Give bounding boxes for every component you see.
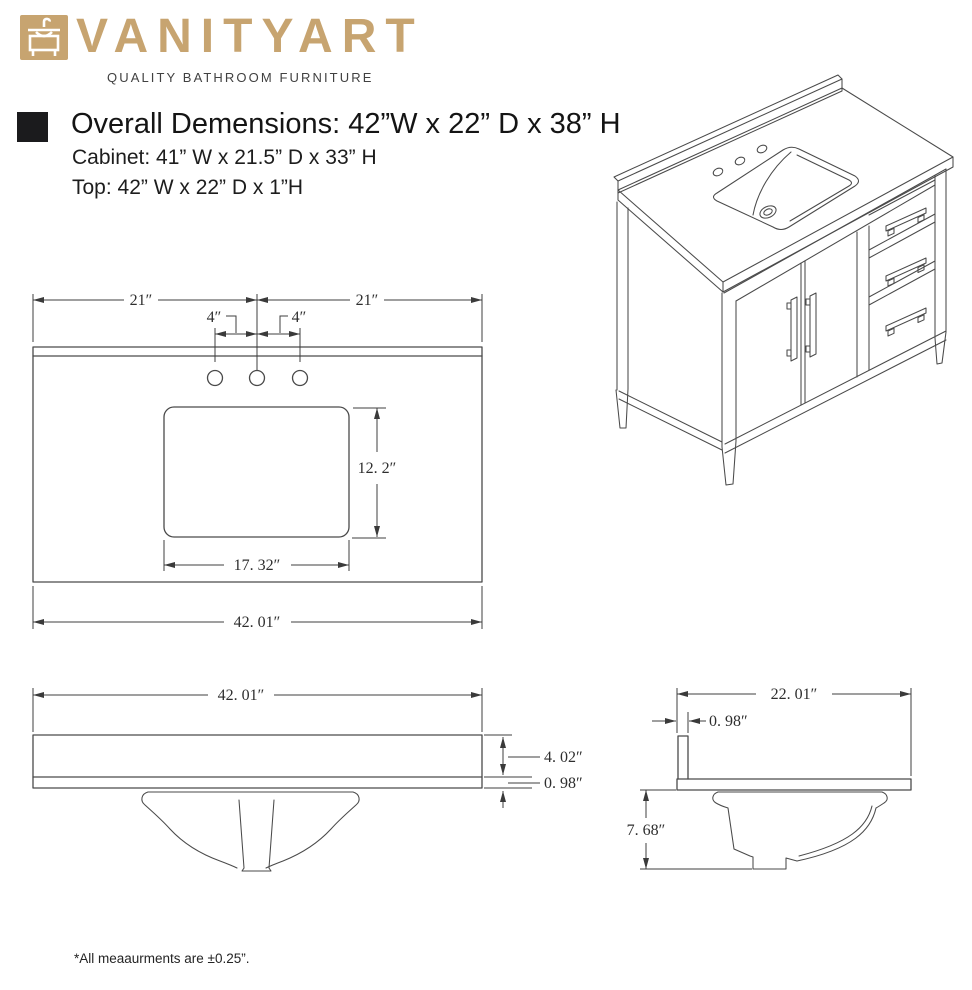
- dim-faucet-left: 4″: [206, 309, 222, 326]
- iso-side-panel: [617, 202, 722, 450]
- side-view-counter: [677, 736, 911, 869]
- iso-cabinet-frame: [722, 169, 946, 453]
- side-view-drawing: [615, 665, 970, 895]
- iso-sink-basin: [714, 147, 859, 229]
- front-view-counter: [33, 735, 482, 871]
- dim-right-half: 21″: [355, 292, 379, 309]
- dim-faucet-right: 4″: [291, 309, 307, 326]
- iso-drawers: [869, 180, 935, 336]
- cabinet-dimensions: Cabinet: 41” W x 21.5” D x 33” H: [72, 146, 377, 169]
- dim-backsplash-height: 4. 02″: [544, 749, 583, 766]
- iso-countertop: [618, 88, 953, 292]
- front-view-dimensions: [33, 688, 540, 808]
- front-view-drawing: [25, 665, 600, 890]
- dim-front-overall-width: 42. 01″: [217, 687, 265, 704]
- vanity-logo-icon: [20, 15, 68, 61]
- overall-dimensions-heading: Overall Demensions: 42”W x 22” D x 38” H: [71, 108, 621, 140]
- top-view-dimensions: [33, 294, 482, 629]
- dim-sink-depth: 12. 2″: [357, 460, 397, 477]
- dim-overall-width: 42. 01″: [233, 614, 281, 631]
- iso-backsplash: [614, 75, 842, 193]
- dim-counter-thickness: 0. 98″: [544, 775, 583, 792]
- heading-bullet-square: [17, 112, 48, 142]
- top-dimensions: Top: 42” W x 22” D x 1”H: [72, 176, 304, 199]
- dim-bowl-depth: 7. 68″: [626, 822, 666, 839]
- isometric-vanity-drawing: [595, 70, 970, 495]
- iso-faucet-holes: [712, 144, 768, 178]
- dim-backsplash-thickness: 0. 98″: [709, 713, 748, 730]
- top-view-counter: [33, 347, 482, 582]
- iso-legs: [616, 332, 946, 485]
- brand-name: VANITYART: [76, 10, 424, 63]
- brand-tagline: QUALITY BATHROOM FURNITURE: [107, 70, 374, 85]
- tolerance-footnote: *All meaaurments are ±0.25”.: [74, 951, 250, 966]
- iso-doors: [787, 226, 869, 405]
- top-view-drawing: [25, 285, 500, 635]
- dim-overall-depth: 22. 01″: [770, 686, 818, 703]
- dim-sink-width: 17. 32″: [233, 557, 281, 574]
- dim-left-half: 21″: [129, 292, 153, 309]
